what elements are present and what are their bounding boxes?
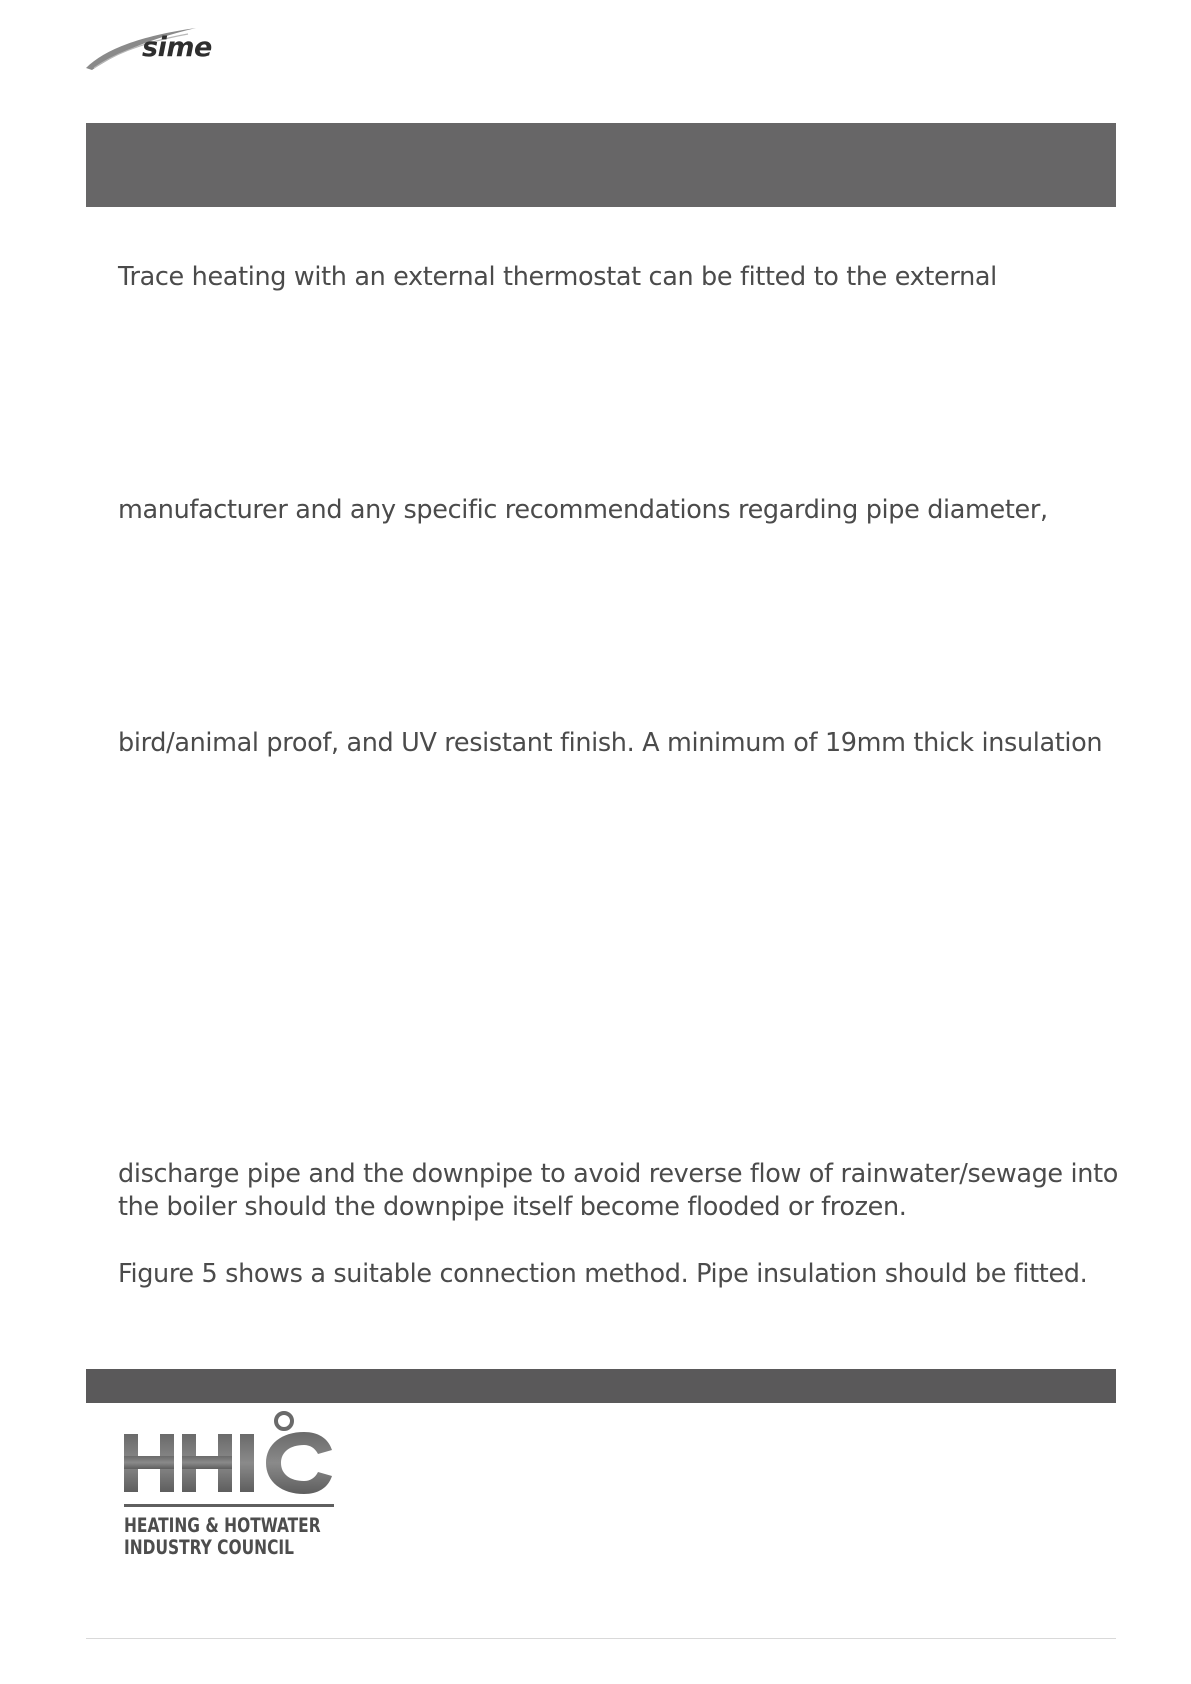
sime-wordmark: sime — [142, 32, 212, 63]
body-paragraph: bird/animal proof, and UV resistant finish. A minimum of 19mm thick insulation — [118, 728, 1103, 758]
body-paragraph: the boiler should the downpipe itself become flooded or frozen. — [118, 1192, 907, 1222]
body-paragraph: manufacturer and any specific recommendations regarding pipe diameter, — [118, 495, 1048, 525]
hhic-logo — [124, 1410, 344, 1570]
hhic-letters-mark — [124, 1410, 344, 1498]
body-paragraph: Trace heating with an external thermostat can be fitted to the external — [118, 262, 997, 292]
page-bottom-rule — [86, 1638, 1116, 1639]
section-header-bar — [86, 123, 1116, 207]
body-paragraph: Figure 5 shows a suitable connection method. Pipe insulation should be fitted. — [118, 1259, 1088, 1289]
hhic-name-line-2: INDUSTRY COUNCIL — [124, 1536, 294, 1559]
hhic-name-line-1: HEATING & HOTWATER — [124, 1514, 321, 1537]
sime-logo — [84, 22, 234, 72]
body-paragraph: discharge pipe and the downpipe to avoid reverse flow of rainwater/sewage into — [118, 1159, 1118, 1189]
hhic-divider — [124, 1504, 334, 1507]
footer-bar — [86, 1369, 1116, 1403]
